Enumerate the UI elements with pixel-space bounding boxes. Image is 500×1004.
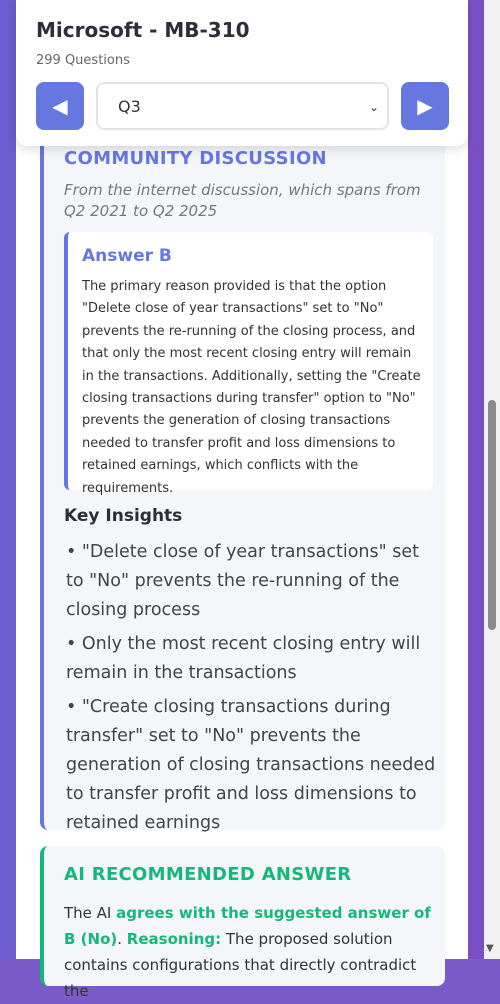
ai-text bbox=[64, 900, 434, 1004]
ai-recommended-section bbox=[40, 846, 445, 1000]
next-question-button[interactable] bbox=[401, 82, 449, 130]
ai-reasoning-text: The proposed solution contains configurations that directly contradict the bbox=[64, 930, 417, 1000]
answer-card bbox=[64, 232, 433, 496]
scrollbar-thumb[interactable] bbox=[488, 400, 496, 630]
question-select-value: Q3 bbox=[118, 96, 141, 116]
ai-prefix: The AI bbox=[64, 904, 117, 922]
ai-reasoning-label: Reasoning: bbox=[126, 930, 222, 948]
insight-item: • Only the most recent closing entry will remain in the transactions bbox=[66, 634, 421, 683]
community-heading: COMMUNITY DISCUSSION bbox=[64, 148, 327, 169]
question-select[interactable] bbox=[96, 82, 389, 130]
answer-text: The primary reason provided is that the option "Delete close of year transactions" set to "No" prevents the re-running of the closing process, and that only the most recent closing entry will remain in the transactions. Additionally, setting the "Create closing transactions during transfer" option to "No" prevents the generation of closing transactions needed to transfer profit and loss dimensions to retained earnings, which conflicts with the requirements. bbox=[82, 279, 421, 496]
ai-period: . bbox=[117, 930, 123, 948]
key-insights-list bbox=[66, 538, 438, 843]
question-count: 299 Questions bbox=[36, 53, 130, 68]
page-background bbox=[0, 0, 16, 959]
insight-item: • "Delete close of year transactions" set to "No" prevents the re-running of the closing process bbox=[66, 542, 419, 620]
right-arrow-icon: ▶ bbox=[417, 95, 433, 118]
community-discussion-section bbox=[40, 112, 445, 833]
main-content bbox=[16, 0, 468, 1000]
community-intro: From the internet discussion, which spans from Q2 2021 to Q2 2025 bbox=[64, 181, 421, 220]
page-title: Microsoft - MB-310 bbox=[36, 18, 250, 42]
chevron-down-icon: ⌄ bbox=[368, 100, 379, 114]
header-card bbox=[16, 0, 468, 146]
previous-question-button[interactable] bbox=[36, 82, 84, 130]
page-background-right bbox=[468, 0, 484, 959]
scroll-down-arrow-icon[interactable]: ▼ bbox=[486, 943, 494, 954]
answer-title: Answer B bbox=[82, 246, 172, 266]
insight-item: • "Create closing transactions during transfer" set to "No" prevents the generation of closing transactions needed to transfer profit and loss dimensions to retained earnings bbox=[66, 697, 436, 833]
left-arrow-icon: ◀ bbox=[52, 95, 68, 118]
ai-heading: AI RECOMMENDED ANSWER bbox=[64, 864, 352, 885]
ai-agreement: agrees with the suggested answer of B (No) bbox=[64, 904, 431, 948]
key-insights-heading: Key Insights bbox=[64, 506, 183, 526]
